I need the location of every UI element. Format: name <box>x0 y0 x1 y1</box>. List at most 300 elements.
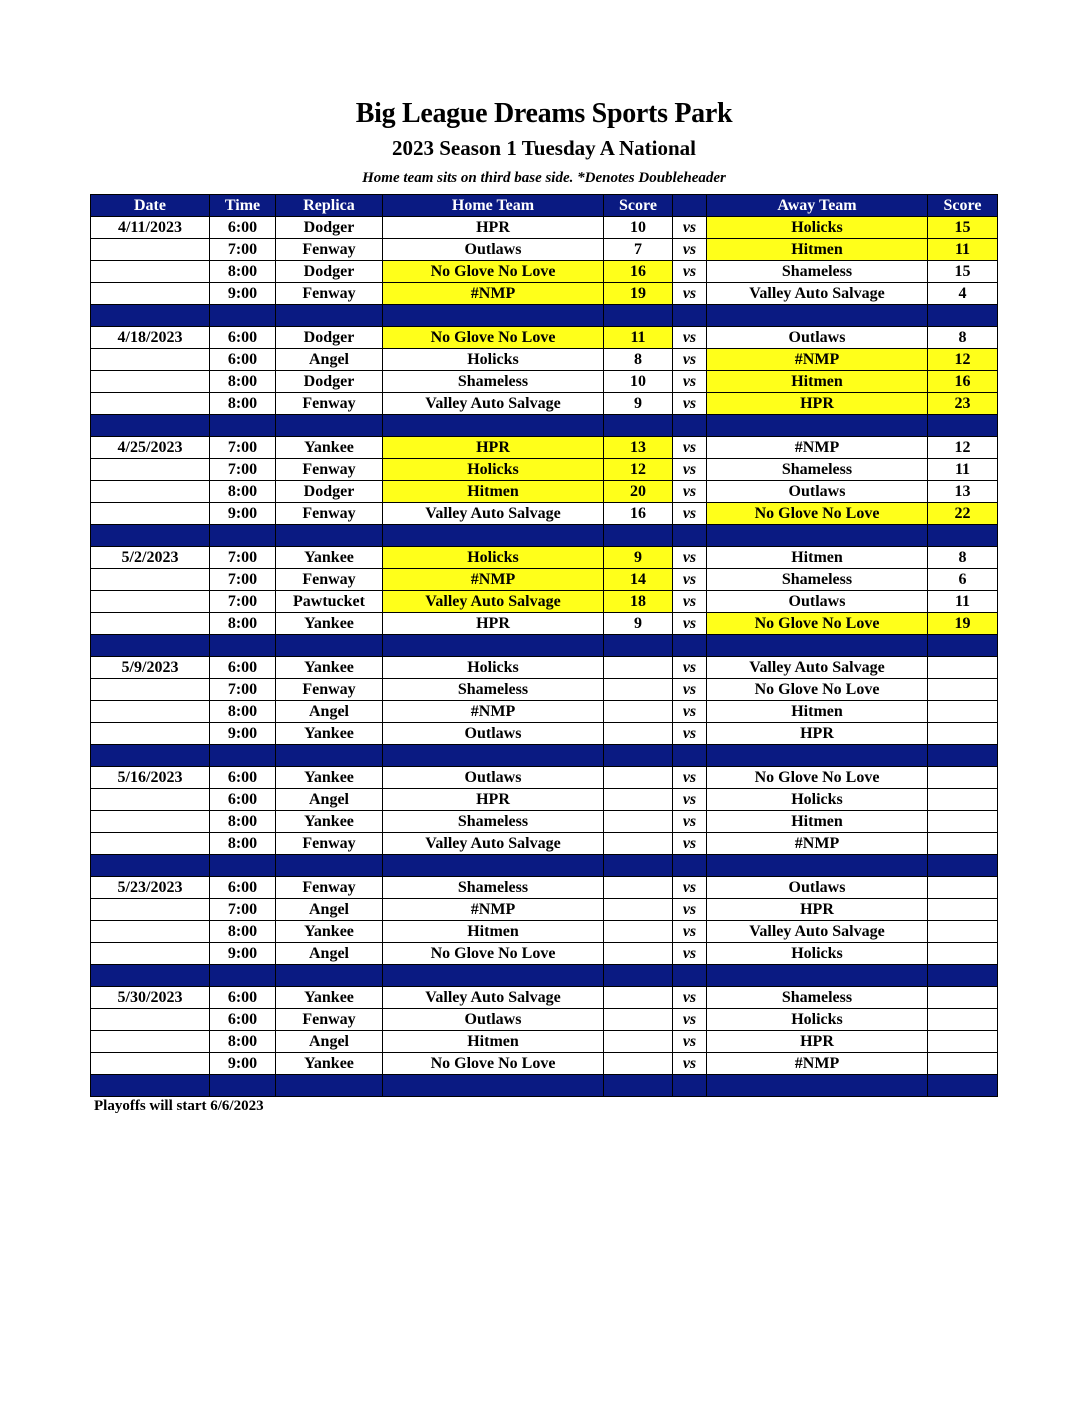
separator-cell <box>276 1075 383 1097</box>
vs-cell: vs <box>673 613 707 635</box>
replica-cell: Angel <box>276 789 383 811</box>
game-row <box>91 789 998 811</box>
separator-cell <box>383 965 604 987</box>
replica-cell: Angel <box>276 349 383 371</box>
separator-cell <box>673 745 707 767</box>
game-row <box>91 943 998 965</box>
home-score-cell <box>604 723 673 745</box>
week-separator-row <box>91 965 998 987</box>
replica-cell: Yankee <box>276 767 383 789</box>
away-team-cell: Shameless <box>707 569 928 591</box>
game-row <box>91 569 998 591</box>
time-cell: 6:00 <box>210 657 276 679</box>
replica-cell: Yankee <box>276 547 383 569</box>
time-cell: 8:00 <box>210 701 276 723</box>
away-team-cell: HPR <box>707 899 928 921</box>
game-row <box>91 679 998 701</box>
game-row <box>91 613 998 635</box>
away-team-cell: Outlaws <box>707 481 928 503</box>
separator-cell <box>928 855 998 877</box>
home-team-cell: Valley Auto Salvage <box>383 833 604 855</box>
home-score-cell <box>604 679 673 701</box>
week-separator-row <box>91 745 998 767</box>
home-team-cell: No Glove No Love <box>383 261 604 283</box>
separator-cell <box>383 855 604 877</box>
game-row <box>91 657 998 679</box>
home-score-cell <box>604 899 673 921</box>
home-score-cell: 9 <box>604 547 673 569</box>
away-team-cell: Outlaws <box>707 591 928 613</box>
vs-cell: vs <box>673 239 707 261</box>
separator-cell <box>604 415 673 437</box>
home-score-cell <box>604 657 673 679</box>
time-cell: 9:00 <box>210 943 276 965</box>
separator-cell <box>928 525 998 547</box>
home-team-cell: Shameless <box>383 679 604 701</box>
game-row <box>91 723 998 745</box>
separator-cell <box>276 855 383 877</box>
home-team-cell: No Glove No Love <box>383 943 604 965</box>
home-team-cell: HPR <box>383 613 604 635</box>
away-team-cell: Holicks <box>707 943 928 965</box>
vs-cell: vs <box>673 723 707 745</box>
date-cell <box>91 591 210 613</box>
vs-cell: vs <box>673 679 707 701</box>
home-score-cell <box>604 1009 673 1031</box>
home-score-cell: 10 <box>604 217 673 239</box>
week-separator-row <box>91 635 998 657</box>
home-score-cell: 9 <box>604 393 673 415</box>
time-cell: 7:00 <box>210 547 276 569</box>
game-row <box>91 481 998 503</box>
vs-cell: vs <box>673 987 707 1009</box>
vs-cell: vs <box>673 1031 707 1053</box>
col-header-date: Date <box>91 195 210 217</box>
replica-cell: Dodger <box>276 371 383 393</box>
separator-cell <box>604 305 673 327</box>
game-row <box>91 349 998 371</box>
week-separator-row <box>91 1075 998 1097</box>
page-title: Big League Dreams Sports Park <box>355 98 733 129</box>
away-team-cell: Holicks <box>707 789 928 811</box>
replica-cell: Fenway <box>276 459 383 481</box>
schedule-body <box>91 217 998 1097</box>
date-cell: 5/9/2023 <box>91 657 210 679</box>
header-row <box>91 195 998 217</box>
time-cell: 6:00 <box>210 217 276 239</box>
date-cell <box>91 789 210 811</box>
time-cell: 7:00 <box>210 679 276 701</box>
away-team-cell: HPR <box>707 723 928 745</box>
separator-cell <box>928 745 998 767</box>
home-team-cell: Outlaws <box>383 1009 604 1031</box>
vs-cell: vs <box>673 283 707 305</box>
date-cell <box>91 349 210 371</box>
home-score-cell: 19 <box>604 283 673 305</box>
separator-cell <box>91 305 210 327</box>
time-cell: 8:00 <box>210 371 276 393</box>
separator-cell <box>210 415 276 437</box>
game-row <box>91 459 998 481</box>
home-score-cell: 8 <box>604 349 673 371</box>
home-team-cell: Shameless <box>383 811 604 833</box>
date-cell <box>91 1031 210 1053</box>
home-team-cell: Valley Auto Salvage <box>383 591 604 613</box>
time-cell: 7:00 <box>210 899 276 921</box>
replica-cell: Yankee <box>276 921 383 943</box>
time-cell: 9:00 <box>210 283 276 305</box>
home-score-cell <box>604 1031 673 1053</box>
week-separator-row <box>91 415 998 437</box>
away-team-cell: Outlaws <box>707 327 928 349</box>
away-team-cell: Hitmen <box>707 547 928 569</box>
home-score-cell <box>604 789 673 811</box>
away-team-cell: HPR <box>707 393 928 415</box>
col-header-away-score: Score <box>928 195 998 217</box>
time-cell: 7:00 <box>210 239 276 261</box>
separator-cell <box>673 415 707 437</box>
separator-cell <box>91 1075 210 1097</box>
date-cell <box>91 701 210 723</box>
home-team-cell: Hitmen <box>383 1031 604 1053</box>
away-score-cell: 6 <box>928 569 998 591</box>
separator-cell <box>383 1075 604 1097</box>
vs-cell: vs <box>673 701 707 723</box>
time-cell: 6:00 <box>210 349 276 371</box>
home-score-cell: 20 <box>604 481 673 503</box>
vs-cell: vs <box>673 261 707 283</box>
replica-cell: Fenway <box>276 1009 383 1031</box>
separator-cell <box>707 1075 928 1097</box>
separator-cell <box>383 305 604 327</box>
away-score-cell: 23 <box>928 393 998 415</box>
separator-cell <box>928 965 998 987</box>
date-cell <box>91 943 210 965</box>
home-score-cell <box>604 943 673 965</box>
time-cell: 8:00 <box>210 1031 276 1053</box>
game-row <box>91 261 998 283</box>
separator-cell <box>210 745 276 767</box>
vs-cell: vs <box>673 833 707 855</box>
home-team-cell: Holicks <box>383 349 604 371</box>
replica-cell: Angel <box>276 943 383 965</box>
away-score-cell <box>928 767 998 789</box>
date-cell: 5/16/2023 <box>91 767 210 789</box>
separator-cell <box>928 1075 998 1097</box>
game-row <box>91 217 998 239</box>
away-team-cell: No Glove No Love <box>707 679 928 701</box>
time-cell: 8:00 <box>210 833 276 855</box>
game-row <box>91 283 998 305</box>
date-cell: 4/25/2023 <box>91 437 210 459</box>
separator-cell <box>210 525 276 547</box>
week-separator-row <box>91 525 998 547</box>
schedule-note: Home team sits on third base side. *Denotes Doubleheader <box>362 170 726 186</box>
time-cell: 6:00 <box>210 877 276 899</box>
separator-cell <box>673 525 707 547</box>
away-score-cell: 22 <box>928 503 998 525</box>
replica-cell: Fenway <box>276 503 383 525</box>
away-team-cell: Shameless <box>707 261 928 283</box>
home-team-cell: No Glove No Love <box>383 1053 604 1075</box>
separator-cell <box>928 305 998 327</box>
replica-cell: Yankee <box>276 657 383 679</box>
vs-cell: vs <box>673 569 707 591</box>
vs-cell: vs <box>673 591 707 613</box>
away-score-cell <box>928 701 998 723</box>
away-score-cell: 8 <box>928 327 998 349</box>
separator-cell <box>604 855 673 877</box>
time-cell: 9:00 <box>210 503 276 525</box>
time-cell: 6:00 <box>210 327 276 349</box>
separator-cell <box>276 305 383 327</box>
vs-cell: vs <box>673 789 707 811</box>
date-cell <box>91 371 210 393</box>
home-score-cell <box>604 701 673 723</box>
time-cell: 6:00 <box>210 987 276 1009</box>
separator-cell <box>276 745 383 767</box>
separator-cell <box>604 745 673 767</box>
home-team-cell: Holicks <box>383 547 604 569</box>
replica-cell: Fenway <box>276 569 383 591</box>
separator-cell <box>383 415 604 437</box>
home-team-cell: Hitmen <box>383 921 604 943</box>
separator-cell <box>707 745 928 767</box>
col-header-time: Time <box>210 195 276 217</box>
vs-cell: vs <box>673 503 707 525</box>
game-row <box>91 371 998 393</box>
date-cell: 4/11/2023 <box>91 217 210 239</box>
home-team-cell: HPR <box>383 217 604 239</box>
away-score-cell: 12 <box>928 349 998 371</box>
home-team-cell: #NMP <box>383 701 604 723</box>
separator-cell <box>210 635 276 657</box>
date-cell <box>91 393 210 415</box>
game-row <box>91 239 998 261</box>
home-score-cell: 16 <box>604 261 673 283</box>
home-score-cell: 16 <box>604 503 673 525</box>
away-score-cell: 15 <box>928 261 998 283</box>
time-cell: 8:00 <box>210 921 276 943</box>
replica-cell: Fenway <box>276 877 383 899</box>
separator-cell <box>383 525 604 547</box>
separator-cell <box>707 415 928 437</box>
away-score-cell <box>928 723 998 745</box>
separator-cell <box>210 965 276 987</box>
away-team-cell: No Glove No Love <box>707 767 928 789</box>
game-row <box>91 833 998 855</box>
game-row <box>91 437 998 459</box>
replica-cell: Fenway <box>276 393 383 415</box>
vs-cell: vs <box>673 371 707 393</box>
replica-cell: Yankee <box>276 613 383 635</box>
replica-cell: Fenway <box>276 833 383 855</box>
vs-cell: vs <box>673 481 707 503</box>
col-header-home-score: Score <box>604 195 673 217</box>
home-team-cell: Shameless <box>383 371 604 393</box>
replica-cell: Fenway <box>276 283 383 305</box>
time-cell: 6:00 <box>210 767 276 789</box>
away-score-cell <box>928 679 998 701</box>
away-score-cell <box>928 789 998 811</box>
game-row <box>91 767 998 789</box>
separator-cell <box>276 415 383 437</box>
home-team-cell: Valley Auto Salvage <box>383 503 604 525</box>
time-cell: 9:00 <box>210 723 276 745</box>
vs-cell: vs <box>673 459 707 481</box>
away-score-cell: 4 <box>928 283 998 305</box>
separator-cell <box>276 635 383 657</box>
vs-cell: vs <box>673 217 707 239</box>
col-header-replica: Replica <box>276 195 383 217</box>
game-row <box>91 547 998 569</box>
vs-cell: vs <box>673 877 707 899</box>
separator-cell <box>604 525 673 547</box>
home-team-cell: #NMP <box>383 283 604 305</box>
date-cell <box>91 1053 210 1075</box>
home-score-cell: 14 <box>604 569 673 591</box>
vs-cell: vs <box>673 899 707 921</box>
away-score-cell <box>928 1053 998 1075</box>
vs-cell: vs <box>673 349 707 371</box>
away-score-cell: 11 <box>928 239 998 261</box>
home-score-cell: 10 <box>604 371 673 393</box>
separator-cell <box>707 965 928 987</box>
time-cell: 6:00 <box>210 789 276 811</box>
game-row <box>91 1009 998 1031</box>
separator-cell <box>673 1075 707 1097</box>
home-score-cell: 13 <box>604 437 673 459</box>
replica-cell: Dodger <box>276 481 383 503</box>
away-score-cell: 13 <box>928 481 998 503</box>
date-cell <box>91 679 210 701</box>
game-row <box>91 921 998 943</box>
game-row <box>91 701 998 723</box>
game-row <box>91 503 998 525</box>
away-score-cell: 8 <box>928 547 998 569</box>
date-cell: 5/30/2023 <box>91 987 210 1009</box>
col-header-home-team: Home Team <box>383 195 604 217</box>
date-cell: 4/18/2023 <box>91 327 210 349</box>
away-score-cell <box>928 811 998 833</box>
date-cell <box>91 833 210 855</box>
home-score-cell: 12 <box>604 459 673 481</box>
replica-cell: Fenway <box>276 239 383 261</box>
time-cell: 8:00 <box>210 261 276 283</box>
game-row <box>91 393 998 415</box>
home-team-cell: No Glove No Love <box>383 327 604 349</box>
week-separator-row <box>91 855 998 877</box>
away-team-cell: Hitmen <box>707 239 928 261</box>
separator-cell <box>383 635 604 657</box>
away-team-cell: Hitmen <box>707 701 928 723</box>
separator-cell <box>707 855 928 877</box>
replica-cell: Yankee <box>276 1053 383 1075</box>
away-team-cell: No Glove No Love <box>707 613 928 635</box>
home-score-cell <box>604 921 673 943</box>
home-team-cell: Outlaws <box>383 723 604 745</box>
away-score-cell <box>928 943 998 965</box>
home-score-cell <box>604 1053 673 1075</box>
home-team-cell: HPR <box>383 789 604 811</box>
away-score-cell <box>928 657 998 679</box>
away-team-cell: Valley Auto Salvage <box>707 283 928 305</box>
home-score-cell: 11 <box>604 327 673 349</box>
time-cell: 7:00 <box>210 591 276 613</box>
replica-cell: Yankee <box>276 723 383 745</box>
away-team-cell: Holicks <box>707 217 928 239</box>
vs-cell: vs <box>673 767 707 789</box>
separator-cell <box>707 305 928 327</box>
away-score-cell <box>928 877 998 899</box>
page-subtitle: 2023 Season 1 Tuesday A National <box>391 136 696 160</box>
time-cell: 7:00 <box>210 437 276 459</box>
home-team-cell: #NMP <box>383 569 604 591</box>
replica-cell: Dodger <box>276 261 383 283</box>
separator-cell <box>673 635 707 657</box>
separator-cell <box>91 415 210 437</box>
home-team-cell: Holicks <box>383 459 604 481</box>
home-team-cell: Shameless <box>383 877 604 899</box>
home-score-cell <box>604 767 673 789</box>
separator-cell <box>210 1075 276 1097</box>
separator-cell <box>91 745 210 767</box>
vs-cell: vs <box>673 1053 707 1075</box>
separator-cell <box>928 635 998 657</box>
away-score-cell: 11 <box>928 591 998 613</box>
time-cell: 9:00 <box>210 1053 276 1075</box>
away-team-cell: #NMP <box>707 349 928 371</box>
separator-cell <box>210 855 276 877</box>
date-cell <box>91 481 210 503</box>
date-cell: 5/23/2023 <box>91 877 210 899</box>
separator-cell <box>210 305 276 327</box>
separator-cell <box>707 635 928 657</box>
separator-cell <box>673 305 707 327</box>
date-cell <box>91 811 210 833</box>
away-score-cell <box>928 899 998 921</box>
home-team-cell: #NMP <box>383 899 604 921</box>
away-score-cell <box>928 1031 998 1053</box>
separator-cell <box>928 415 998 437</box>
away-team-cell: Valley Auto Salvage <box>707 657 928 679</box>
replica-cell: Angel <box>276 701 383 723</box>
time-cell: 8:00 <box>210 393 276 415</box>
separator-cell <box>91 965 210 987</box>
away-score-cell: 19 <box>928 613 998 635</box>
vs-cell: vs <box>673 811 707 833</box>
time-cell: 8:00 <box>210 613 276 635</box>
separator-cell <box>383 745 604 767</box>
col-header-vs <box>673 195 707 217</box>
vs-cell: vs <box>673 1009 707 1031</box>
game-row <box>91 327 998 349</box>
home-team-cell: Valley Auto Salvage <box>383 393 604 415</box>
home-score-cell: 18 <box>604 591 673 613</box>
away-team-cell: #NMP <box>707 1053 928 1075</box>
separator-cell <box>91 855 210 877</box>
separator-cell <box>707 525 928 547</box>
away-score-cell <box>928 833 998 855</box>
away-score-cell <box>928 987 998 1009</box>
away-team-cell: Holicks <box>707 1009 928 1031</box>
home-team-cell: Outlaws <box>383 239 604 261</box>
away-team-cell: Hitmen <box>707 371 928 393</box>
away-score-cell <box>928 921 998 943</box>
home-team-cell: Holicks <box>383 657 604 679</box>
date-cell <box>91 723 210 745</box>
away-team-cell: Shameless <box>707 987 928 1009</box>
